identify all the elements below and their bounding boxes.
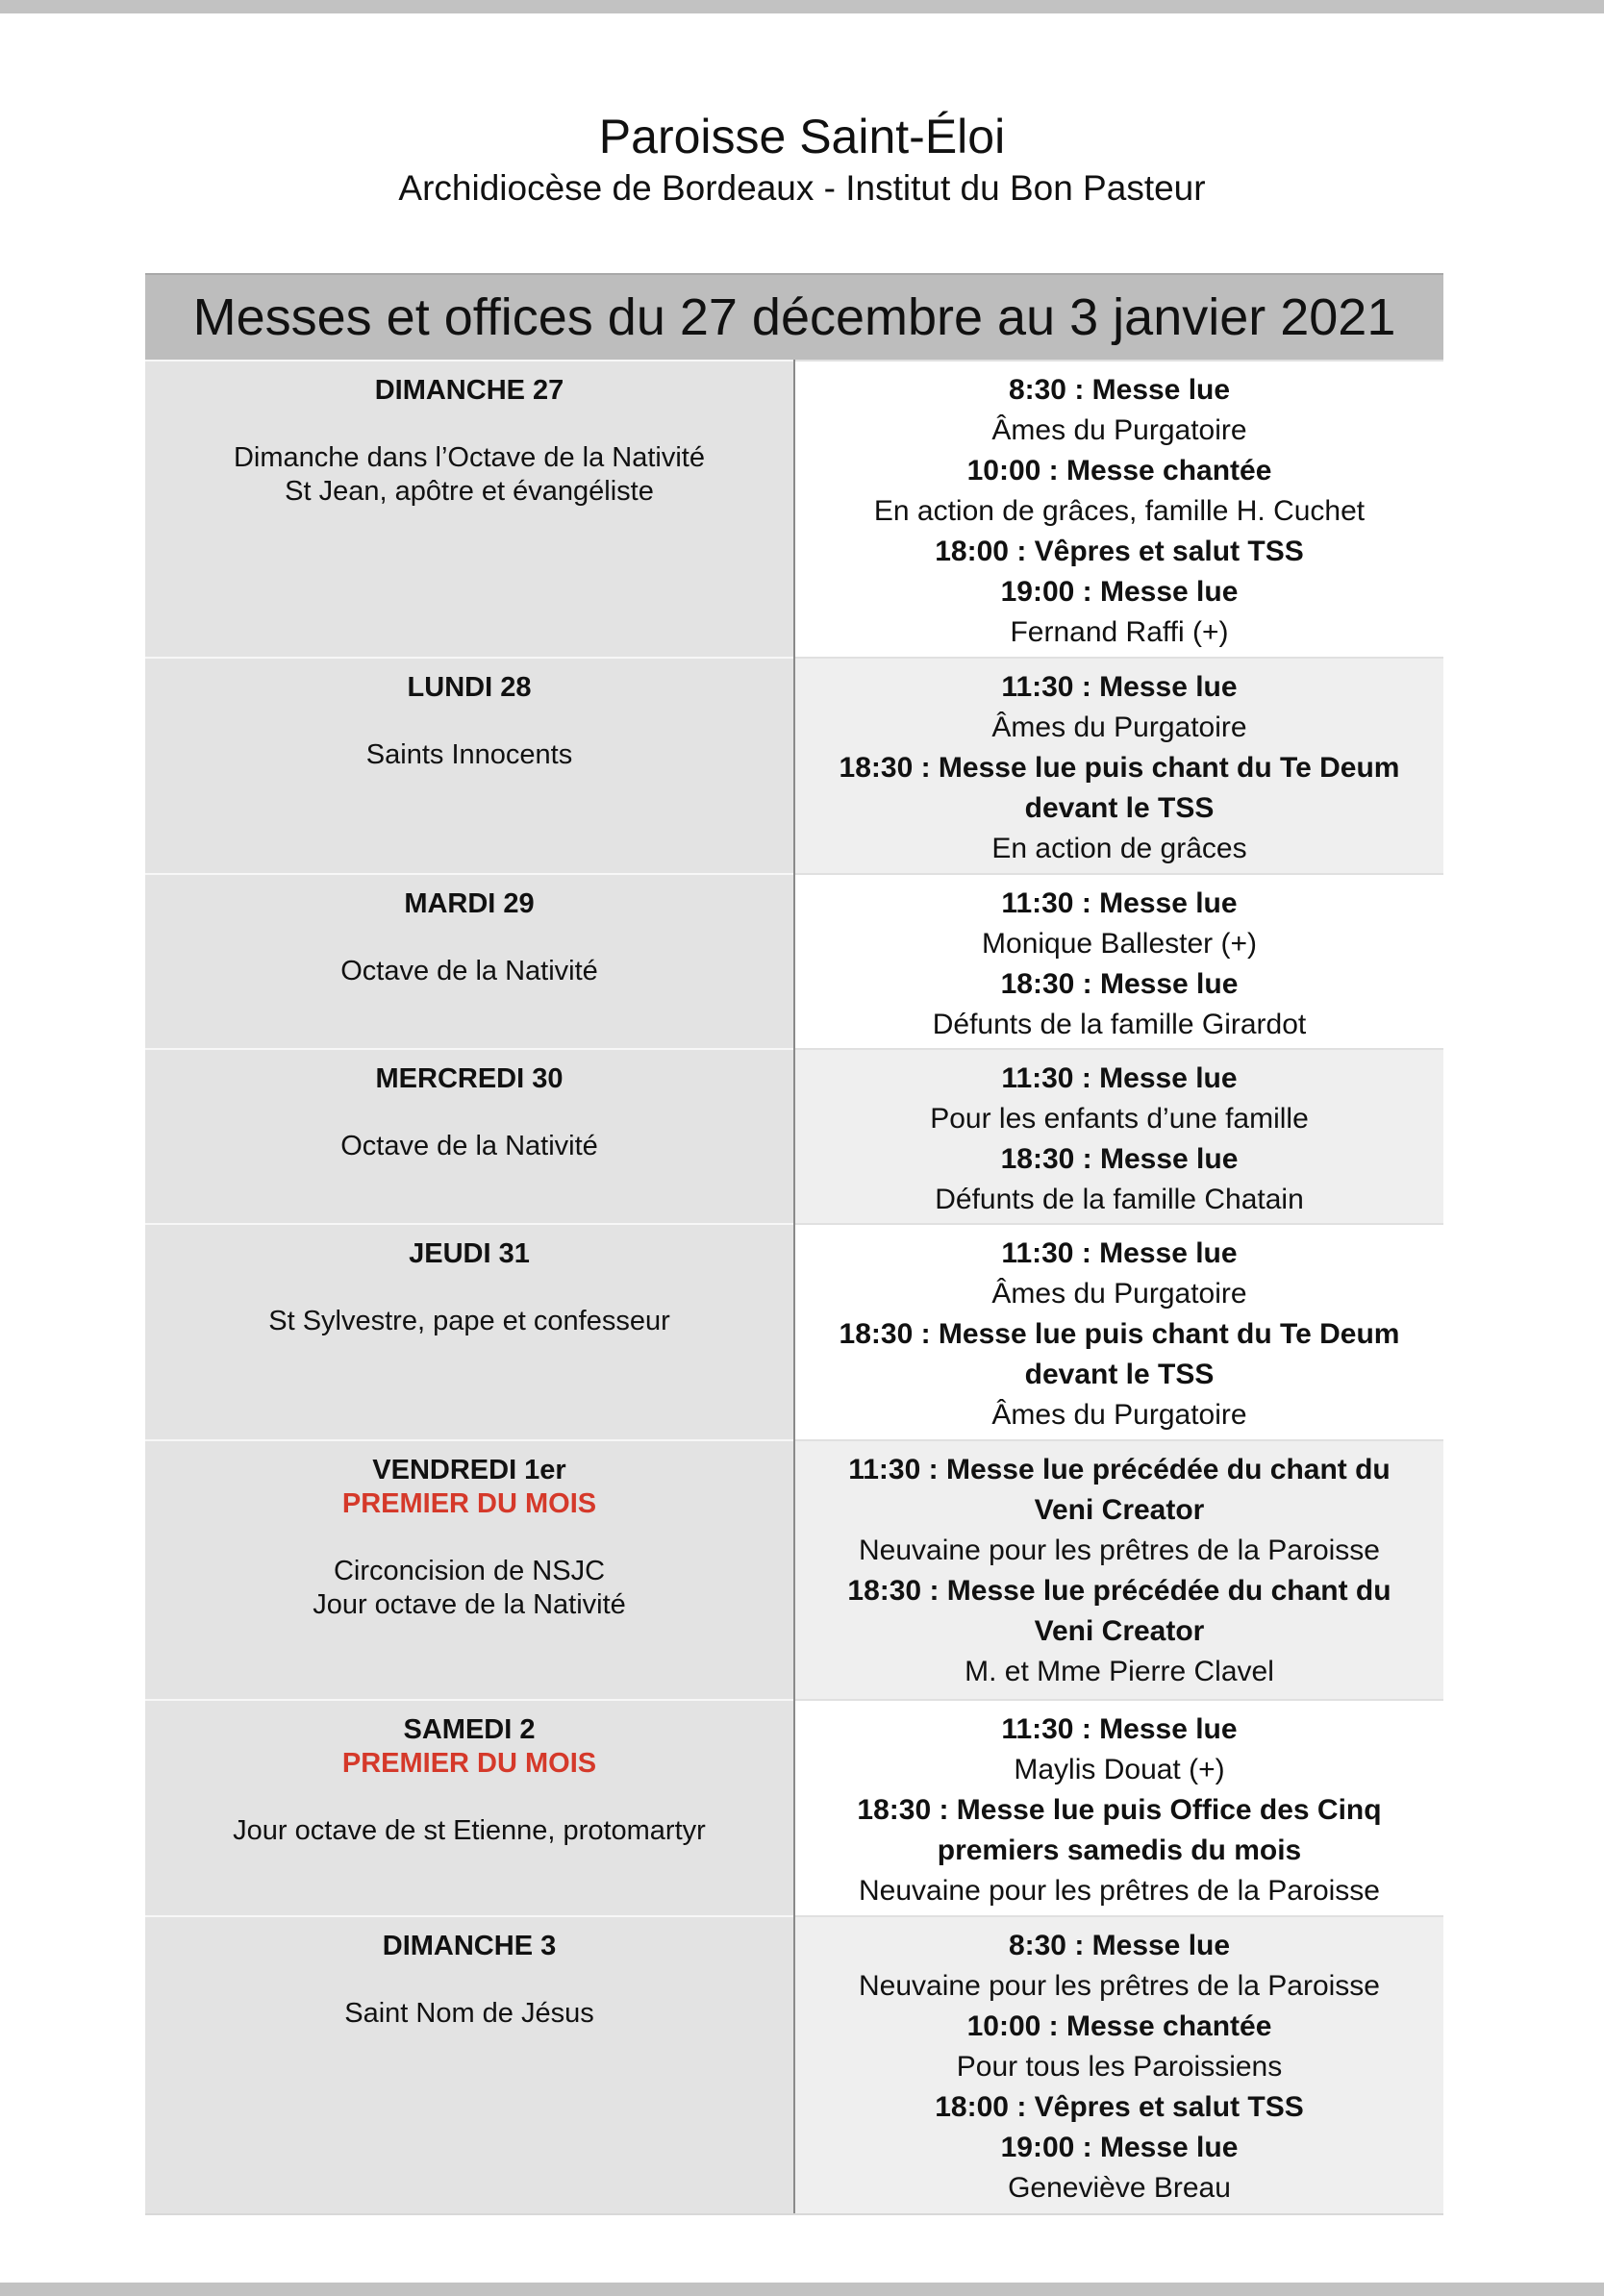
feast-text: [145, 1130, 793, 1163]
day-name: MARDI 29: [404, 888, 535, 919]
day-row: [145, 1049, 1443, 1224]
schedule-heading: Messes et offices du 27 décembre au 3 janvier 2021: [145, 274, 1443, 361]
service-time: 18:30 : Messe lue puis chant du Te Deum devant le TSS: [839, 752, 1400, 824]
bottom-border-bar: [0, 2283, 1604, 2296]
day-cell: [145, 874, 794, 1049]
service-time: 10:00 : Messe chantée: [966, 2010, 1272, 2042]
day-name: VENDREDI 1er: [372, 1455, 566, 1485]
day-cell: [145, 1224, 794, 1440]
services-cell: [794, 658, 1443, 874]
mass-intention: Maylis Douat (+): [1014, 1754, 1225, 1785]
services-cell: [794, 874, 1443, 1049]
mass-intention: Défunts de la famille Girardot: [932, 1009, 1307, 1040]
mass-intention: Fernand Raffi (+): [1010, 616, 1229, 648]
feast-line: Octave de la Nativité: [340, 956, 598, 986]
day-row: [145, 1224, 1443, 1440]
service-time: 18:00 : Vêpres et salut TSS: [935, 536, 1304, 567]
day-name: DIMANCHE 3: [382, 1931, 557, 1961]
parish-subtitle: Archidiocèse de Bordeaux - Institut du Bon Pasteur: [398, 168, 1206, 208]
service-time: 11:30 : Messe lue: [1001, 1237, 1238, 1269]
mass-intention: Âmes du Purgatoire: [991, 414, 1247, 446]
service-time: 11:30 : Messe lue: [1001, 671, 1238, 703]
mass-intention: En action de grâces: [991, 833, 1247, 864]
day-cell: [145, 1049, 794, 1224]
day-name: DIMANCHE 27: [374, 375, 564, 406]
parish-title: Paroisse Saint-Éloi: [598, 110, 1006, 163]
service-time: 18:30 : Messe lue: [1000, 1143, 1239, 1175]
day-name: MERCREDI 30: [375, 1063, 564, 1094]
service-time: 8:30 : Messe lue: [1008, 1930, 1231, 1961]
services-cell: [794, 1700, 1443, 1916]
feast-line: Circoncision de NSJC: [333, 1556, 606, 1586]
service-time: 18:30 : Messe lue puis Office des Cinq premiers samedis du mois: [857, 1794, 1382, 1866]
service-time: 18:30 : Messe lue précédée du chant du Veni Creator: [847, 1575, 1391, 1647]
service-time: 11:30 : Messe lue précédée du chant du Veni Creator: [848, 1454, 1391, 1526]
first-of-month-label: PREMIER DU MOIS: [341, 1488, 597, 1519]
service-time: 19:00 : Messe lue: [1000, 576, 1239, 608]
mass-intention: En action de grâces, famille H. Cuchet: [873, 495, 1366, 527]
mass-intention: Neuvaine pour les prêtres de la Paroisse: [859, 1535, 1380, 1566]
mass-intention: Monique Ballester (+): [982, 928, 1257, 960]
top-border-bar: [0, 0, 1604, 13]
service-time: 10:00 : Messe chantée: [966, 455, 1272, 487]
parish-header: [0, 108, 1604, 210]
feast-text: [145, 1997, 793, 2031]
services-cell: [794, 1916, 1443, 2214]
feast-line: Octave de la Nativité: [340, 1131, 598, 1161]
day-row: [145, 874, 1443, 1049]
feast-text: [145, 955, 793, 988]
services-cell: [794, 361, 1443, 658]
feast-line: St Jean, apôtre et évangéliste: [285, 476, 654, 507]
feast-line: Dimanche dans l’Octave de la Nativité: [233, 442, 705, 473]
service-time: 18:30 : Messe lue: [1000, 968, 1239, 1000]
feast-line: St Sylvestre, pape et confesseur: [268, 1306, 670, 1336]
mass-intention: M. et Mme Pierre Clavel: [965, 1656, 1274, 1687]
service-time: 8:30 : Messe lue: [1008, 374, 1231, 406]
service-time: 11:30 : Messe lue: [1001, 887, 1238, 919]
feast-text: [145, 738, 793, 772]
services-cell: [794, 1224, 1443, 1440]
day-cell: [145, 1916, 794, 2214]
day-row: [145, 658, 1443, 874]
feast-text: [145, 1555, 793, 1622]
mass-intention: Neuvaine pour les prêtres de la Paroisse: [859, 1970, 1380, 2002]
day-cell: [145, 1700, 794, 1916]
mass-schedule-table: [145, 273, 1443, 2215]
mass-intention: Âmes du Purgatoire: [991, 711, 1247, 743]
feast-text: [145, 1814, 793, 1848]
schedule-body: [145, 361, 1443, 2214]
services-cell: [794, 1049, 1443, 1224]
day-name: LUNDI 28: [407, 672, 532, 703]
feast-text: [145, 441, 793, 509]
service-time: 11:30 : Messe lue: [1001, 1062, 1238, 1094]
service-time: 11:30 : Messe lue: [1001, 1713, 1238, 1745]
day-row: [145, 1700, 1443, 1916]
day-name: SAMEDI 2: [403, 1714, 536, 1745]
day-cell: [145, 658, 794, 874]
day-cell: [145, 361, 794, 658]
day-row: [145, 1916, 1443, 2214]
service-time: 18:00 : Vêpres et salut TSS: [935, 2091, 1304, 2123]
feast-line: Jour octave de la Nativité: [313, 1589, 626, 1620]
day-cell: [145, 1440, 794, 1700]
feast-line: Jour octave de st Etienne, protomartyr: [233, 1815, 706, 1846]
day-name: JEUDI 31: [409, 1238, 530, 1269]
feast-text: [145, 1305, 793, 1338]
mass-intention: Défunts de la famille Chatain: [935, 1184, 1304, 1215]
first-of-month-label: PREMIER DU MOIS: [341, 1748, 597, 1779]
feast-line: Saints Innocents: [365, 739, 573, 770]
feast-line: Saint Nom de Jésus: [344, 1998, 594, 2029]
mass-intention: Geneviève Breau: [1008, 2172, 1231, 2204]
mass-intention: Âmes du Purgatoire: [991, 1399, 1247, 1431]
mass-intention: Pour les enfants d’une famille: [930, 1103, 1309, 1135]
mass-intention: Âmes du Purgatoire: [991, 1278, 1247, 1310]
day-row: [145, 1440, 1443, 1700]
service-time: 19:00 : Messe lue: [1000, 2132, 1239, 2163]
services-cell: [794, 1440, 1443, 1700]
day-row: [145, 361, 1443, 658]
mass-intention: Neuvaine pour les prêtres de la Paroisse: [859, 1875, 1380, 1907]
mass-intention: Pour tous les Paroissiens: [956, 2051, 1283, 2083]
service-time: 18:30 : Messe lue puis chant du Te Deum devant le TSS: [839, 1318, 1400, 1390]
